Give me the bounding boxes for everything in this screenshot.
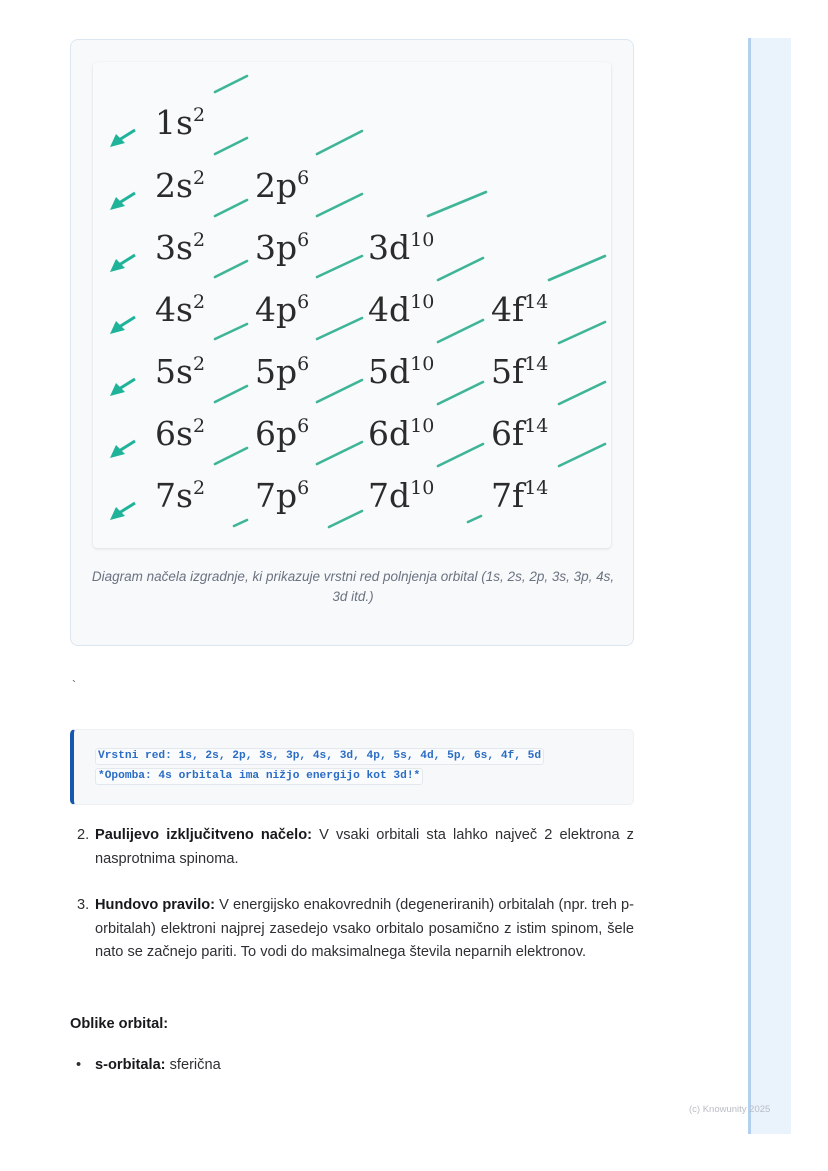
figure-card (70, 39, 634, 646)
orbital-label: $2p^6$ (255, 166, 310, 205)
diagonal-stroke (468, 516, 481, 522)
diagonal-arrow-icon (110, 379, 135, 396)
diagonal-stroke (438, 258, 483, 280)
diagonal-stroke (215, 324, 247, 339)
diagonal-stroke (438, 444, 483, 466)
diagonal-stroke (215, 386, 247, 402)
diagonal-arrow-icon (110, 193, 135, 210)
orbital-label: $4p^6$ (255, 290, 310, 329)
orbital-label: $7f^{14}$ (491, 476, 549, 515)
list-number: 2. (77, 827, 90, 843)
diagonal-stroke (549, 256, 605, 280)
diagonal-stroke (234, 520, 247, 526)
orbital-label: $3d^{10}$ (368, 228, 435, 267)
orbital-label: $7d^{10}$ (368, 476, 435, 515)
orbital-label: $7p^6$ (255, 476, 310, 515)
orbital-label: $5d^{10}$ (368, 352, 435, 391)
diagonal-stroke (428, 192, 486, 216)
principle-title: Hundovo pravilo: (95, 897, 216, 913)
diagonal-stroke (559, 322, 605, 343)
orbital-label: $5f^{14}$ (491, 352, 549, 391)
diagonal-stroke (317, 442, 362, 464)
diagonal-stroke (329, 511, 362, 527)
diagonal-stroke (215, 261, 247, 277)
shape-title: s-orbitala: (95, 1057, 166, 1073)
orbital-label: $7s^2$ (155, 476, 206, 515)
diagonal-stroke (317, 256, 362, 277)
diagonal-stroke (438, 382, 483, 404)
aufbau-diagram-image (93, 62, 611, 548)
code-line-note: *Opomba: 4s orbitala ima nižjo energijo kot 3d!* (95, 768, 423, 785)
diagonal-stroke (317, 318, 362, 339)
principle-title: Paulijevo izključitveno načelo: (95, 827, 312, 843)
diagonal-arrow-icon (110, 503, 135, 520)
orbital-label: $4s^2$ (155, 290, 206, 329)
orbital-label: $6s^2$ (155, 414, 206, 453)
orbital-label: $6f^{14}$ (491, 414, 549, 453)
orbital-label: $3p^6$ (255, 228, 310, 267)
diagonal-stroke (559, 382, 605, 404)
diagonal-stroke (438, 320, 483, 342)
list-number: 3. (77, 897, 90, 913)
shape-text: sferična (165, 1057, 221, 1073)
orbital-label: $1s^2$ (155, 103, 206, 142)
stray-backtick: ` (72, 678, 76, 692)
diagonal-arrow-icon (110, 130, 135, 147)
orbital-label: $6p^6$ (255, 414, 310, 453)
shapes-heading: Oblike orbital: (70, 1016, 169, 1032)
orbital-label: $4d^{10}$ (368, 290, 435, 329)
shape-item-s (70, 1054, 221, 1078)
diagonal-stroke (559, 444, 605, 466)
orbital-label: $5s^2$ (155, 352, 206, 391)
aufbau-diagram (93, 62, 611, 548)
copyright: (c) Knowunity 2025 (689, 1104, 771, 1115)
diagonal-stroke (215, 76, 247, 92)
orbital-label: $6d^{10}$ (368, 414, 435, 453)
side-panel (748, 38, 791, 1134)
principle-item-pauli (70, 824, 634, 871)
principle-text: V energijsko enakovrednih (degeneriranih) orbitalah (npr. treh p-orbitalah) elektroni najprej zasedejo vsako orbitalo posamično z istim spinom, šele nato se začnejo pariti. To vodi do maksimalnega števila neparnih elektronov. (95, 897, 635, 960)
figure-caption: Diagram načela izgradnje, ki prikazuje vrstni red polnjenja orbital (1s, 2s, 2p, 3s, 3p, 4s, 3d itd.) (91, 569, 615, 604)
diagonal-arrow-icon (110, 441, 135, 458)
diagonal-stroke (215, 448, 247, 464)
bullet: • (76, 1057, 82, 1073)
diagonal-arrow-icon (110, 317, 135, 334)
code-block (70, 729, 634, 805)
principle-item-hund (70, 894, 634, 965)
diagonal-stroke (317, 380, 362, 402)
orbital-label: $2s^2$ (155, 166, 206, 205)
diagonal-stroke (317, 194, 362, 216)
orbital-label: $4f^{14}$ (491, 290, 549, 329)
diagonal-stroke (215, 200, 247, 216)
orbital-label: $3s^2$ (155, 228, 206, 267)
diagonal-stroke (317, 131, 362, 154)
orbital-label: $5p^6$ (255, 352, 310, 391)
code-line-order: Vrstni red: 1s, 2s, 2p, 3s, 3p, 4s, 3d, 4p, 5s, 4d, 5p, 6s, 4f, 5d (95, 748, 544, 765)
principle-text: V vsaki orbitali sta lahko največ 2 elektrona z nasprotnima spinoma. (95, 827, 634, 867)
diagonal-stroke (215, 138, 247, 154)
diagonal-arrow-icon (110, 255, 135, 272)
